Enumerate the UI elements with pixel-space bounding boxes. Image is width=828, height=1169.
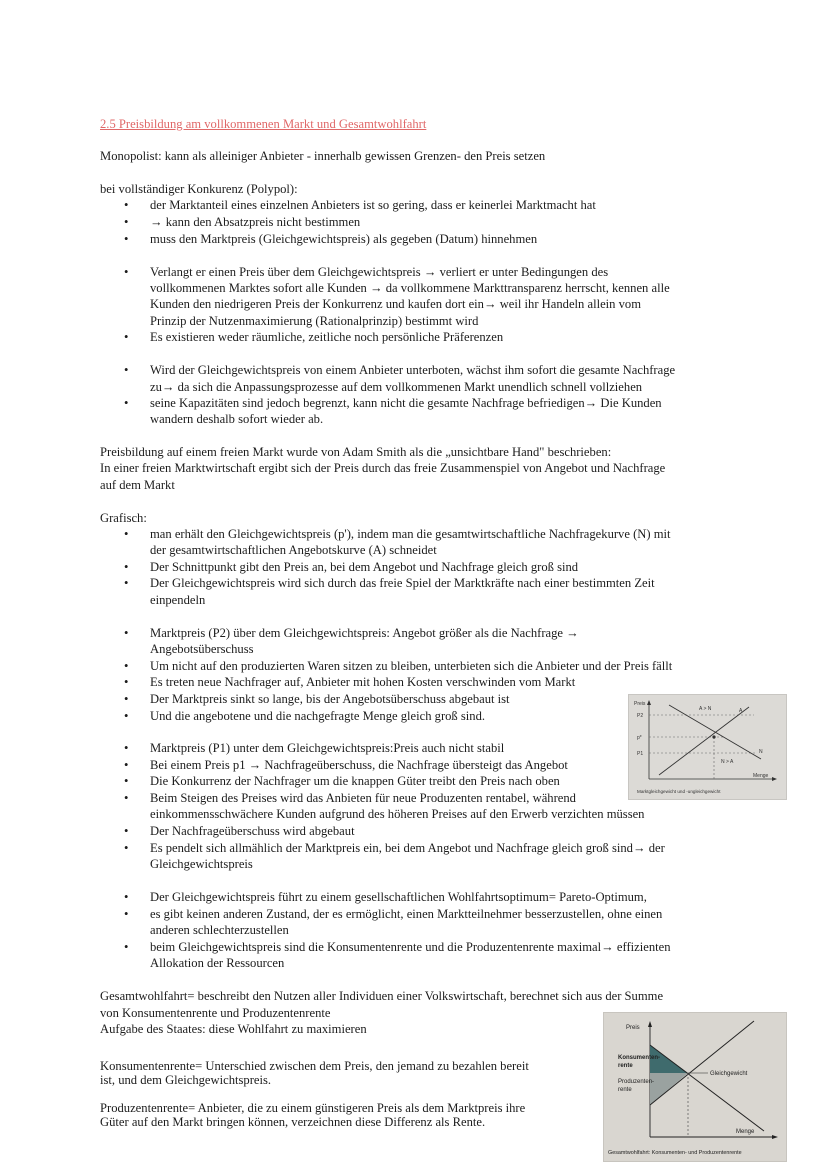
list-item: • Und die angebotene und die nachgefragte Menge gleich groß sind. xyxy=(150,708,485,725)
equilibrium-label: Gleichgewicht xyxy=(710,1071,748,1077)
list-item-cont: Gleichgewichtspreis xyxy=(150,857,253,871)
figure-caption: Marktgleichgewicht und -ungleichgewicht xyxy=(637,789,721,794)
list-item-cont: vollkommenen Marktes sofort alle Kunden → da vollkommene Markttransparenz herrscht, kennen alle xyxy=(150,281,670,295)
monopolist-text: Monopolist: kann als alleiniger Anbieter - innerhalb gewissen Grenzen- den Preis setzen xyxy=(100,149,546,163)
list-item-cont: Kunden den niedrigeren Preis der Konkurrenz und kaufen dort ein→ weil ihr Handeln allein vom xyxy=(150,297,642,311)
gesamt-text: Gesamtwohlfahrt= beschreibt den Nutzen aller Individuen einer Volkswirtschaft, berechnet sich aus der Summe xyxy=(100,989,664,1003)
list-item: • beim Gleichgewichtspreis sind die Konsumentenrente und die Produzentenrente maximal→ effizienten xyxy=(150,939,671,956)
section-heading: 2.5 Preisbildung am vollkommenen Markt und Gesamtwohlfahrt xyxy=(100,117,427,131)
list-item: • seine Kapazitäten sind jedoch begrenzt, kann nicht die gesamte Nachfrage befriedigen→ Die Kunden xyxy=(150,395,662,412)
list-item-cont: anderen schlechterzustellen xyxy=(150,923,289,937)
list-item: • Beim Steigen des Preises wird das Anbieten für neue Produzenten rentabel, während xyxy=(150,790,576,807)
curve-n-label: N xyxy=(759,749,763,755)
smith-text: auf dem Markt xyxy=(100,478,175,492)
list-item: • es gibt keinen anderen Zustand, der es ermöglicht, einen Marktteilnehmer besserzustellen, ohne einen xyxy=(150,906,662,923)
figure-caption: Gesamtwohlfahrt: Konsumenten- und Produzentenrente xyxy=(608,1150,742,1156)
konsumenten-text: Konsumentenrente= Unterschied zwischen dem Preis, den jemand zu bezahlen bereit xyxy=(100,1059,529,1073)
y-axis-arrow xyxy=(647,700,651,705)
list-item-cont: wandern deshalb sofort wieder ab. xyxy=(150,412,324,426)
list-item: • Der Schnittpunkt gibt den Preis an, bei dem Angebot und Nachfrage gleich groß sind xyxy=(150,559,578,576)
demand-curve xyxy=(669,705,761,759)
x-axis-arrow xyxy=(772,1135,778,1139)
list-item: • Bei einem Preis p1 → Nachfrageüberschuss, die Nachfrage übersteigt das Angebot xyxy=(150,757,568,774)
y-axis-label: Preis xyxy=(634,701,646,707)
konsumenten-text: ist, und dem Gleichgewichtspreis. xyxy=(100,1073,272,1087)
list-item: • Der Gleichgewichtspreis führt zu einem gesellschaftlichen Wohlfahrtsoptimum= Pareto-Optimum, xyxy=(150,889,647,906)
equilibrium-point xyxy=(712,735,715,738)
grafisch-title: Grafisch: xyxy=(100,511,147,525)
x-axis-arrow xyxy=(772,777,777,781)
gesamt-text: Aufgabe des Staates: diese Wohlfahrt zu maximieren xyxy=(100,1022,367,1036)
list-item: • Der Marktpreis sinkt so lange, bis der Angebotsüberschuss abgebaut ist xyxy=(150,691,510,708)
list-item-cont: Angebotsüberschuss xyxy=(150,642,254,656)
x-axis-label: Menge xyxy=(736,1129,755,1135)
consumer-surplus-label: rente xyxy=(618,1063,633,1069)
list-item: • Der Nachfrageüberschuss wird abgebaut xyxy=(150,823,355,840)
p1-label: P1 xyxy=(637,751,644,757)
produzenten-text: Güter auf den Markt bringen können, verzeichnen diese Differenz als Rente. xyxy=(100,1115,486,1129)
market-equilibrium-diagram xyxy=(629,695,786,799)
list-item: • Marktpreis (P2) über dem Gleichgewichtspreis: Angebot größer als die Nachfrage → xyxy=(150,625,579,642)
polypol-intro: bei vollständiger Konkurenz (Polypol): xyxy=(100,182,298,196)
list-item-cont: Allokation der Ressourcen xyxy=(150,956,285,970)
list-item: • Wird der Gleichgewichtspreis von einem Anbieter unterboten, wächst ihm sofort die gesamte Nachfrage xyxy=(150,362,675,379)
p2-label: P2 xyxy=(637,713,644,719)
list-item: • Die Konkurrenz der Nachfrager um die knappen Güter treibt den Preis nach oben xyxy=(150,773,560,790)
list-item: • der Marktanteil eines einzelnen Anbieters ist so gering, dass er keinerlei Marktmacht hat xyxy=(150,197,596,214)
list-item-cont: Prinzip der Nutzenmaximierung (Rationalprinzip) bestimmt wird xyxy=(150,314,479,328)
producer-surplus-label: rente xyxy=(618,1087,632,1093)
list-item-cont: einpendeln xyxy=(150,593,206,607)
list-item: • Es existieren weder räumliche, zeitliche noch persönliche Präferenzen xyxy=(150,329,503,346)
welfare-diagram xyxy=(604,1013,786,1161)
smith-text: In einer freien Marktwirtschaft ergibt sich der Preis durch das freie Zusammenspiel von Angebot und Nachfrage xyxy=(100,461,666,475)
consumer-surplus-label: Konsumenten- xyxy=(618,1055,660,1061)
surplus-bottom-label: N > A xyxy=(721,759,734,765)
smith-text: Preisbildung auf einem freien Markt wurde von Adam Smith als die „unsichtbare Hand" beschrieben: xyxy=(100,445,612,459)
list-item-cont: einkommensschwächere Kunden aufgrund des höheren Preises auf den Erwerb verzichten müssen xyxy=(150,807,645,821)
list-item: • Es treten neue Nachfrager auf, Anbieter mit hohen Kosten verschwinden vom Markt xyxy=(150,674,575,691)
x-axis-label: Menge xyxy=(753,773,769,779)
produzenten-text: Produzentenrente= Anbieter, die zu einem günstigeren Preis als dem Marktpreis ihre xyxy=(100,1101,526,1115)
curve-a-label: A xyxy=(739,708,743,714)
welfare-figure xyxy=(603,1012,787,1162)
list-item: • Verlangt er einen Preis über dem Gleichgewichtspreis → verliert er unter Bedingungen des xyxy=(150,264,608,281)
y-axis-arrow xyxy=(648,1021,652,1027)
list-item: • Um nicht auf den produzierten Waren sitzen zu bleiben, unterbieten sich die Anbieter und der Preis fällt xyxy=(150,658,672,675)
list-item: • Es pendelt sich allmählich der Marktpreis ein, bei dem Angebot und Nachfrage gleich groß sind→ der xyxy=(150,840,665,857)
list-item: • muss den Marktpreis (Gleichgewichtspreis) als gegeben (Datum) hinnehmen xyxy=(150,231,537,248)
supply-curve xyxy=(659,707,749,775)
list-item: • man erhält den Gleichgewichtspreis (p'), indem man die gesamtwirtschaftliche Nachfragekurve (N) mit xyxy=(150,526,671,543)
list-item: • Marktpreis (P1) unter dem Gleichgewichtspreis:Preis auch nicht stabil xyxy=(150,740,504,757)
gesamt-text: von Konsumentenrente und Produzentenrente xyxy=(100,1006,331,1020)
market-equilibrium-figure xyxy=(628,694,787,800)
list-item: • → kann den Absatzpreis nicht bestimmen xyxy=(150,214,360,231)
list-item-cont: der gesamtwirtschaftlichen Angebotskurve (A) schneidet xyxy=(150,543,437,557)
pstar-label: p* xyxy=(637,735,642,741)
y-axis-label: Preis xyxy=(626,1025,640,1031)
surplus-top-label: A > N xyxy=(699,706,712,712)
list-item-cont: zu→ da sich die Anpassungsprozesse auf dem vollkommenen Markt unendlich schnell vollziehen xyxy=(150,380,643,394)
list-item: • Der Gleichgewichtspreis wird sich durch das freie Spiel der Marktkräfte nach einer bestimmten Zeit xyxy=(150,575,655,592)
producer-surplus-label: Produzenten- xyxy=(618,1079,655,1085)
